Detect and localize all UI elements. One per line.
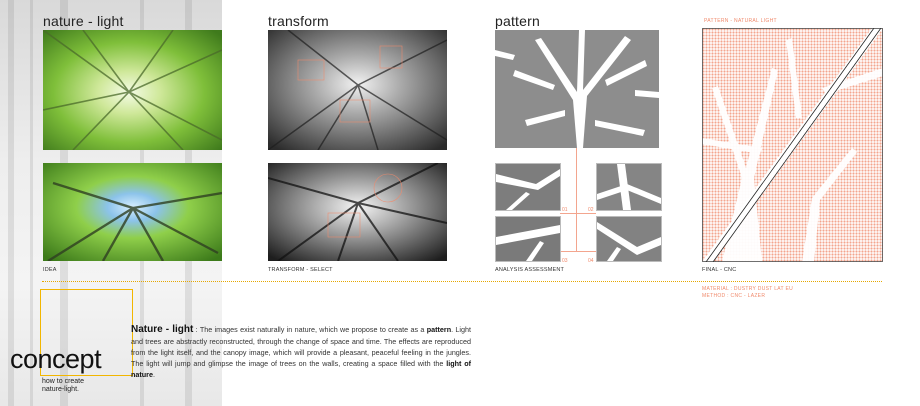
connector-horizontal-bottom — [560, 251, 596, 252]
analysis-number-2: 02 — [588, 207, 594, 213]
concept-description — [131, 322, 471, 381]
canopy-photo-grayscale-2 — [268, 163, 447, 261]
canopy-photo-grayscale-1 — [268, 30, 447, 150]
final-material: MATERIAL : DUSTRY DUST LAT EU — [702, 286, 794, 292]
final-method: METHOD : CNC - LAZER — [702, 293, 766, 299]
caption-idea: IDEA — [43, 267, 57, 273]
pattern-detail-4 — [596, 216, 662, 262]
analysis-number-1: 01 — [562, 207, 568, 213]
concept-subtitle-line1: how to create — [42, 378, 85, 385]
pattern-detail-1 — [495, 163, 561, 211]
connector-vertical — [576, 148, 577, 251]
pattern-detail-3 — [495, 216, 561, 262]
pattern-detail-2 — [596, 163, 662, 211]
concept-subtitle — [42, 378, 84, 394]
column-title-transform: transform — [268, 13, 329, 29]
description-part3: . — [152, 370, 155, 379]
analysis-number-4: 04 — [588, 258, 594, 264]
description-lead: Nature - light — [131, 324, 194, 335]
description-part2: . Light and trees are abstractly reconstructed, through the change of space and time. The effects are reproduced from the light itself, and the canopy image, which will provide a pleasant, peaceful feeling in the jungles. The light will jump and glimpse the image of trees on the walls, creating a space filled with the — [131, 325, 472, 369]
caption-analysis-assessment: ANALYSIS ASSESSMENT — [495, 267, 565, 273]
connector-horizontal-mid — [560, 213, 596, 214]
pattern-main-image — [495, 30, 659, 148]
dotted-separator — [42, 281, 882, 282]
canopy-photo-green-2 — [43, 163, 222, 261]
caption-transform-select: TRANSFORM - SELECT — [268, 267, 333, 273]
column-title-pattern: pattern — [495, 13, 540, 29]
final-pattern-panel — [702, 28, 883, 262]
concept-subtitle-line2: nature-light. — [42, 386, 79, 394]
canopy-photo-green-1 — [43, 30, 222, 150]
analysis-number-3: 03 — [562, 258, 568, 264]
description-bold-light: light of nature — [131, 359, 471, 379]
final-panel-title: PATTERN - NATURAL LIGHT — [704, 18, 777, 24]
concept-heading: concept — [10, 344, 102, 374]
caption-final-cnc: FINAL - CNC — [702, 267, 737, 273]
description-bold-pattern: pattern — [426, 325, 452, 334]
description-part1: : The images exist naturally in nature, which we propose to create as a — [193, 325, 427, 334]
column-title-nature-light: nature - light — [43, 13, 124, 29]
